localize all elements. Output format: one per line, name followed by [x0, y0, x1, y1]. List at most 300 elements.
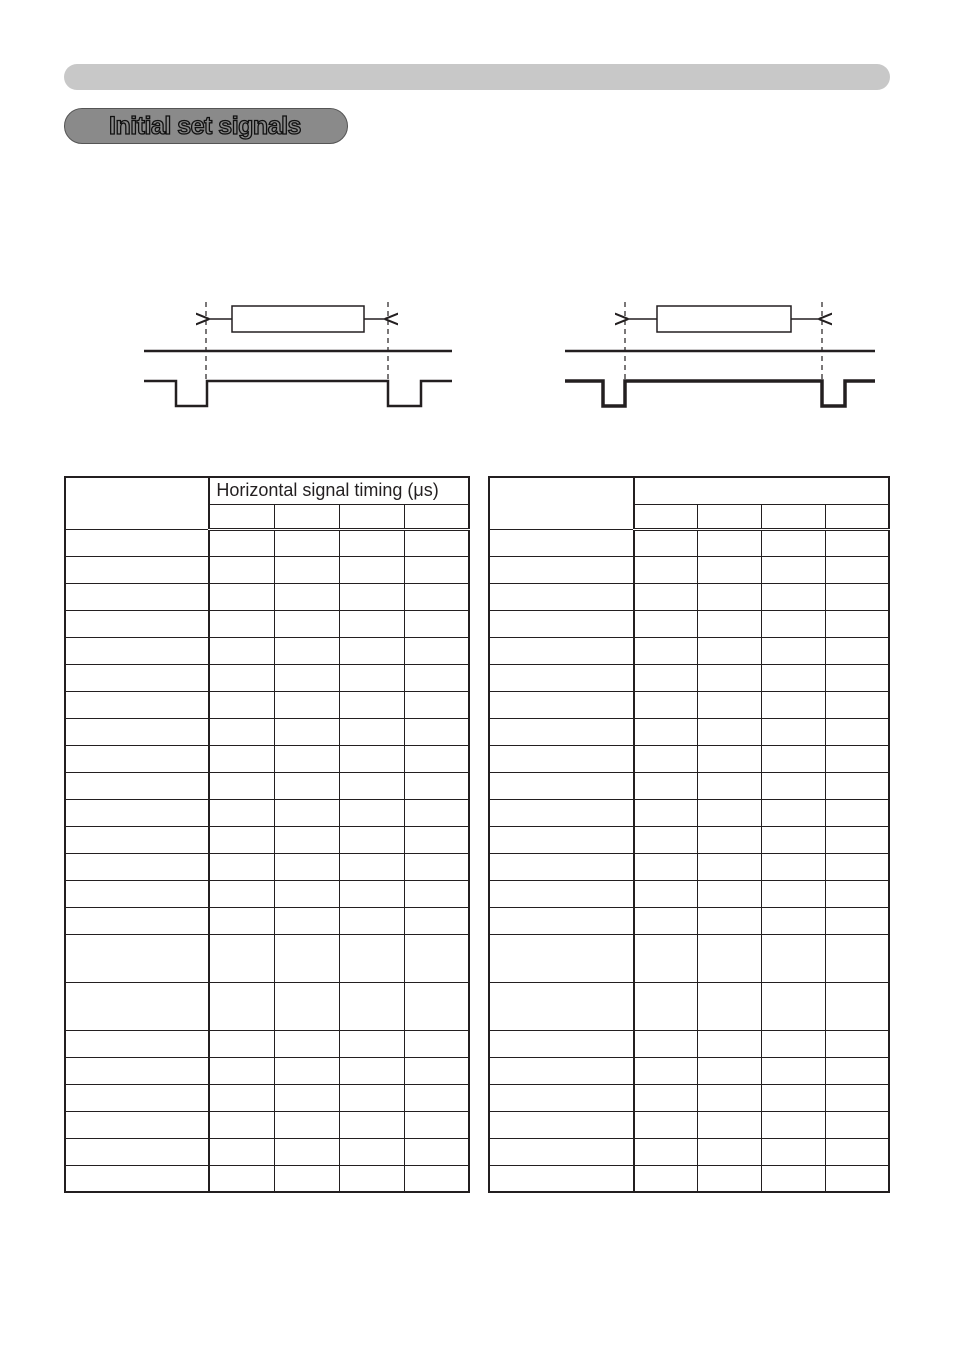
header-group-cell — [209, 477, 469, 504]
row-value-cell — [404, 907, 469, 934]
row-label-cell — [65, 799, 209, 826]
row-value-cell — [209, 691, 274, 718]
header-label-cell — [489, 477, 634, 529]
table-row — [489, 664, 889, 691]
table-row — [489, 556, 889, 583]
row-value-cell — [274, 853, 339, 880]
row-value-cell — [274, 556, 339, 583]
row-value-cell — [634, 907, 698, 934]
table-row — [489, 826, 889, 853]
table-row — [65, 664, 469, 691]
row-value-cell — [762, 1111, 826, 1138]
row-label-cell — [65, 1057, 209, 1084]
row-label-cell — [489, 718, 634, 745]
row-label-cell — [65, 1165, 209, 1192]
row-label-cell — [489, 745, 634, 772]
row-value-cell — [825, 982, 889, 1030]
row-value-cell — [762, 826, 826, 853]
table-header-row — [65, 477, 469, 504]
row-label-cell — [65, 691, 209, 718]
row-value-cell — [698, 691, 762, 718]
row-value-cell — [762, 1057, 826, 1084]
row-value-cell — [339, 826, 404, 853]
row-value-cell — [274, 745, 339, 772]
row-value-cell — [339, 583, 404, 610]
row-value-cell — [209, 1138, 274, 1165]
row-value-cell — [339, 1057, 404, 1084]
row-value-cell — [339, 880, 404, 907]
row-value-cell — [762, 907, 826, 934]
row-value-cell — [762, 664, 826, 691]
row-label-cell — [65, 907, 209, 934]
row-value-cell — [825, 1165, 889, 1192]
row-value-cell — [698, 907, 762, 934]
row-value-cell — [634, 1057, 698, 1084]
row-value-cell — [698, 1111, 762, 1138]
row-value-cell — [634, 691, 698, 718]
table-row — [489, 799, 889, 826]
row-value-cell — [404, 772, 469, 799]
row-value-cell — [274, 529, 339, 556]
row-value-cell — [762, 880, 826, 907]
row-value-cell — [698, 799, 762, 826]
row-label-cell — [65, 880, 209, 907]
row-value-cell — [404, 583, 469, 610]
row-value-cell — [404, 556, 469, 583]
row-value-cell — [209, 982, 274, 1030]
table-row — [489, 583, 889, 610]
right-span-box — [657, 306, 791, 332]
row-value-cell — [274, 772, 339, 799]
row-value-cell — [634, 880, 698, 907]
row-value-cell — [209, 556, 274, 583]
table-row — [489, 880, 889, 907]
row-label-cell — [489, 583, 634, 610]
row-value-cell — [634, 1165, 698, 1192]
row-value-cell — [825, 745, 889, 772]
row-value-cell — [404, 982, 469, 1030]
row-value-cell — [209, 799, 274, 826]
subheader-cell — [634, 504, 698, 529]
row-value-cell — [339, 529, 404, 556]
table-row — [489, 745, 889, 772]
row-value-cell — [404, 799, 469, 826]
row-value-cell — [339, 799, 404, 826]
table-row — [65, 772, 469, 799]
table-row — [65, 853, 469, 880]
table-row — [65, 880, 469, 907]
horizontal-timing-header: Horizontal signal timing (μs) — [216, 480, 439, 501]
left-sync-pulse-line — [144, 381, 452, 406]
row-label-cell — [489, 691, 634, 718]
row-value-cell — [825, 934, 889, 982]
row-value-cell — [209, 1084, 274, 1111]
table-row — [489, 982, 889, 1030]
table-row — [65, 529, 469, 556]
row-value-cell — [274, 1165, 339, 1192]
row-label-cell — [65, 772, 209, 799]
row-value-cell — [274, 880, 339, 907]
row-label-cell — [65, 934, 209, 982]
row-value-cell — [634, 982, 698, 1030]
row-value-cell — [698, 982, 762, 1030]
row-label-cell — [65, 853, 209, 880]
row-value-cell — [634, 610, 698, 637]
row-value-cell — [274, 1057, 339, 1084]
row-label-cell — [489, 799, 634, 826]
row-value-cell — [274, 934, 339, 982]
table-header-row — [489, 477, 889, 504]
row-label-cell — [65, 637, 209, 664]
table-row — [65, 799, 469, 826]
row-value-cell — [274, 691, 339, 718]
row-label-cell — [489, 1057, 634, 1084]
row-label-cell — [65, 1138, 209, 1165]
row-value-cell — [634, 853, 698, 880]
row-value-cell — [634, 799, 698, 826]
row-value-cell — [698, 1084, 762, 1111]
row-value-cell — [825, 1057, 889, 1084]
row-value-cell — [209, 934, 274, 982]
table-row — [489, 1165, 889, 1192]
section-title: Initial set signals — [109, 112, 301, 140]
row-label-cell — [65, 583, 209, 610]
row-value-cell — [404, 1030, 469, 1057]
row-value-cell — [825, 799, 889, 826]
row-value-cell — [404, 691, 469, 718]
row-label-cell — [489, 907, 634, 934]
row-value-cell — [339, 772, 404, 799]
row-value-cell — [698, 826, 762, 853]
row-value-cell — [404, 637, 469, 664]
row-value-cell — [274, 637, 339, 664]
row-label-cell — [65, 745, 209, 772]
row-value-cell — [209, 772, 274, 799]
row-value-cell — [339, 637, 404, 664]
row-value-cell — [698, 556, 762, 583]
table-row — [65, 1138, 469, 1165]
row-value-cell — [339, 610, 404, 637]
table-row — [65, 745, 469, 772]
row-value-cell — [825, 718, 889, 745]
table-row — [65, 637, 469, 664]
row-value-cell — [825, 1138, 889, 1165]
row-value-cell — [339, 1165, 404, 1192]
row-value-cell — [762, 934, 826, 982]
row-value-cell — [209, 637, 274, 664]
row-value-cell — [634, 718, 698, 745]
row-value-cell — [762, 772, 826, 799]
row-value-cell — [404, 1138, 469, 1165]
table-row — [489, 1111, 889, 1138]
row-value-cell — [209, 880, 274, 907]
row-value-cell — [698, 1165, 762, 1192]
row-label-cell — [65, 556, 209, 583]
row-value-cell — [274, 799, 339, 826]
row-label-cell — [489, 982, 634, 1030]
table-row — [489, 529, 889, 556]
table-row — [489, 1057, 889, 1084]
table-row — [489, 907, 889, 934]
row-value-cell — [209, 529, 274, 556]
row-value-cell — [825, 637, 889, 664]
row-value-cell — [762, 610, 826, 637]
right-waveform — [565, 302, 875, 406]
table-row — [489, 772, 889, 799]
row-value-cell — [404, 934, 469, 982]
row-value-cell — [825, 772, 889, 799]
row-value-cell — [825, 556, 889, 583]
table-row — [65, 982, 469, 1030]
row-value-cell — [209, 853, 274, 880]
table-row — [65, 1165, 469, 1192]
table-row — [65, 556, 469, 583]
row-value-cell — [339, 934, 404, 982]
row-label-cell — [65, 664, 209, 691]
table-row — [489, 1084, 889, 1111]
table-row — [65, 907, 469, 934]
row-label-cell — [489, 610, 634, 637]
row-value-cell — [762, 691, 826, 718]
row-value-cell — [762, 718, 826, 745]
row-value-cell — [634, 1111, 698, 1138]
row-value-cell — [634, 583, 698, 610]
row-value-cell — [404, 826, 469, 853]
row-value-cell — [762, 853, 826, 880]
row-value-cell — [825, 1084, 889, 1111]
subheader-cell — [209, 504, 274, 529]
row-value-cell — [274, 718, 339, 745]
header-label-cell — [65, 477, 209, 529]
row-value-cell — [404, 1057, 469, 1084]
row-value-cell — [762, 1165, 826, 1192]
right-sync-pulse-line — [565, 381, 875, 406]
row-value-cell — [339, 664, 404, 691]
table-row — [65, 610, 469, 637]
row-value-cell — [762, 637, 826, 664]
row-value-cell — [274, 1111, 339, 1138]
row-value-cell — [339, 1111, 404, 1138]
row-value-cell — [404, 664, 469, 691]
signal-timing-diagram — [0, 290, 954, 420]
row-label-cell — [489, 1111, 634, 1138]
row-value-cell — [209, 1057, 274, 1084]
row-value-cell — [698, 1030, 762, 1057]
row-value-cell — [404, 880, 469, 907]
left-timing-table — [64, 476, 470, 1193]
row-value-cell — [634, 637, 698, 664]
row-value-cell — [762, 1138, 826, 1165]
row-value-cell — [762, 1030, 826, 1057]
row-value-cell — [404, 610, 469, 637]
table-row — [65, 691, 469, 718]
row-value-cell — [339, 1138, 404, 1165]
row-value-cell — [339, 691, 404, 718]
row-value-cell — [404, 1165, 469, 1192]
row-label-cell — [489, 1084, 634, 1111]
row-value-cell — [825, 880, 889, 907]
row-value-cell — [339, 745, 404, 772]
row-value-cell — [209, 1111, 274, 1138]
table-row — [65, 934, 469, 982]
row-value-cell — [825, 664, 889, 691]
row-value-cell — [209, 1165, 274, 1192]
row-value-cell — [404, 745, 469, 772]
row-value-cell — [274, 610, 339, 637]
row-label-cell — [65, 610, 209, 637]
row-value-cell — [339, 853, 404, 880]
row-label-cell — [65, 718, 209, 745]
row-value-cell — [634, 826, 698, 853]
row-value-cell — [762, 799, 826, 826]
table-row — [489, 1030, 889, 1057]
table-row — [489, 934, 889, 982]
table-row — [65, 718, 469, 745]
row-value-cell — [634, 556, 698, 583]
subheader-cell — [274, 504, 339, 529]
row-value-cell — [762, 982, 826, 1030]
row-label-cell — [489, 664, 634, 691]
row-value-cell — [274, 583, 339, 610]
row-value-cell — [698, 637, 762, 664]
row-value-cell — [698, 583, 762, 610]
table-row — [489, 691, 889, 718]
row-label-cell — [489, 637, 634, 664]
header-group-cell — [634, 477, 889, 504]
row-value-cell — [634, 1084, 698, 1111]
row-value-cell — [698, 664, 762, 691]
row-value-cell — [634, 1030, 698, 1057]
row-value-cell — [825, 1111, 889, 1138]
row-value-cell — [209, 718, 274, 745]
subheader-cell — [762, 504, 826, 529]
row-value-cell — [825, 583, 889, 610]
row-value-cell — [762, 529, 826, 556]
row-value-cell — [698, 610, 762, 637]
row-value-cell — [339, 1030, 404, 1057]
table-row — [65, 1030, 469, 1057]
row-value-cell — [339, 718, 404, 745]
row-value-cell — [762, 745, 826, 772]
row-value-cell — [825, 1030, 889, 1057]
right-timing-table — [488, 476, 890, 1193]
row-value-cell — [762, 583, 826, 610]
subheader-cell — [698, 504, 762, 529]
row-label-cell — [65, 529, 209, 556]
subheader-cell — [825, 504, 889, 529]
row-value-cell — [634, 745, 698, 772]
row-value-cell — [825, 691, 889, 718]
row-value-cell — [698, 853, 762, 880]
row-value-cell — [634, 772, 698, 799]
row-value-cell — [209, 826, 274, 853]
row-label-cell — [489, 880, 634, 907]
row-label-cell — [489, 853, 634, 880]
table-row — [489, 610, 889, 637]
row-value-cell — [698, 1138, 762, 1165]
row-label-cell — [65, 1111, 209, 1138]
row-label-cell — [65, 1030, 209, 1057]
row-value-cell — [698, 880, 762, 907]
table-row — [65, 583, 469, 610]
table-row — [489, 1138, 889, 1165]
row-value-cell — [698, 745, 762, 772]
row-value-cell — [698, 718, 762, 745]
row-value-cell — [634, 934, 698, 982]
row-value-cell — [339, 1084, 404, 1111]
table-row — [65, 826, 469, 853]
row-label-cell — [489, 1030, 634, 1057]
section-heading — [64, 108, 348, 144]
table-row — [489, 718, 889, 745]
left-span-box — [232, 306, 364, 332]
row-value-cell — [404, 1084, 469, 1111]
row-value-cell — [404, 853, 469, 880]
row-value-cell — [339, 556, 404, 583]
row-value-cell — [825, 907, 889, 934]
row-value-cell — [698, 529, 762, 556]
left-waveform — [144, 302, 452, 406]
top-header-bar — [64, 64, 890, 90]
row-value-cell — [209, 907, 274, 934]
row-label-cell — [65, 1084, 209, 1111]
row-value-cell — [274, 826, 339, 853]
row-value-cell — [209, 610, 274, 637]
row-label-cell — [65, 982, 209, 1030]
row-value-cell — [634, 529, 698, 556]
row-value-cell — [404, 718, 469, 745]
row-value-cell — [209, 1030, 274, 1057]
row-value-cell — [825, 529, 889, 556]
row-label-cell — [489, 934, 634, 982]
row-value-cell — [762, 1084, 826, 1111]
table-row — [489, 853, 889, 880]
row-value-cell — [274, 1030, 339, 1057]
subheader-cell — [339, 504, 404, 529]
row-label-cell — [489, 556, 634, 583]
row-value-cell — [825, 610, 889, 637]
row-value-cell — [339, 982, 404, 1030]
row-label-cell — [489, 772, 634, 799]
row-value-cell — [209, 583, 274, 610]
row-label-cell — [489, 529, 634, 556]
row-value-cell — [274, 1084, 339, 1111]
row-value-cell — [698, 772, 762, 799]
row-label-cell — [489, 826, 634, 853]
row-value-cell — [404, 529, 469, 556]
row-value-cell — [762, 556, 826, 583]
row-value-cell — [209, 664, 274, 691]
row-value-cell — [825, 853, 889, 880]
row-value-cell — [339, 907, 404, 934]
table-row — [65, 1084, 469, 1111]
row-value-cell — [274, 907, 339, 934]
row-value-cell — [274, 1138, 339, 1165]
row-value-cell — [274, 982, 339, 1030]
row-value-cell — [634, 1138, 698, 1165]
subheader-cell — [404, 504, 469, 529]
row-value-cell — [404, 1111, 469, 1138]
row-value-cell — [274, 664, 339, 691]
row-label-cell — [489, 1165, 634, 1192]
row-label-cell — [489, 1138, 634, 1165]
table-row — [489, 637, 889, 664]
row-label-cell — [65, 826, 209, 853]
table-row — [65, 1057, 469, 1084]
row-value-cell — [698, 1057, 762, 1084]
table-row — [65, 1111, 469, 1138]
row-value-cell — [825, 826, 889, 853]
